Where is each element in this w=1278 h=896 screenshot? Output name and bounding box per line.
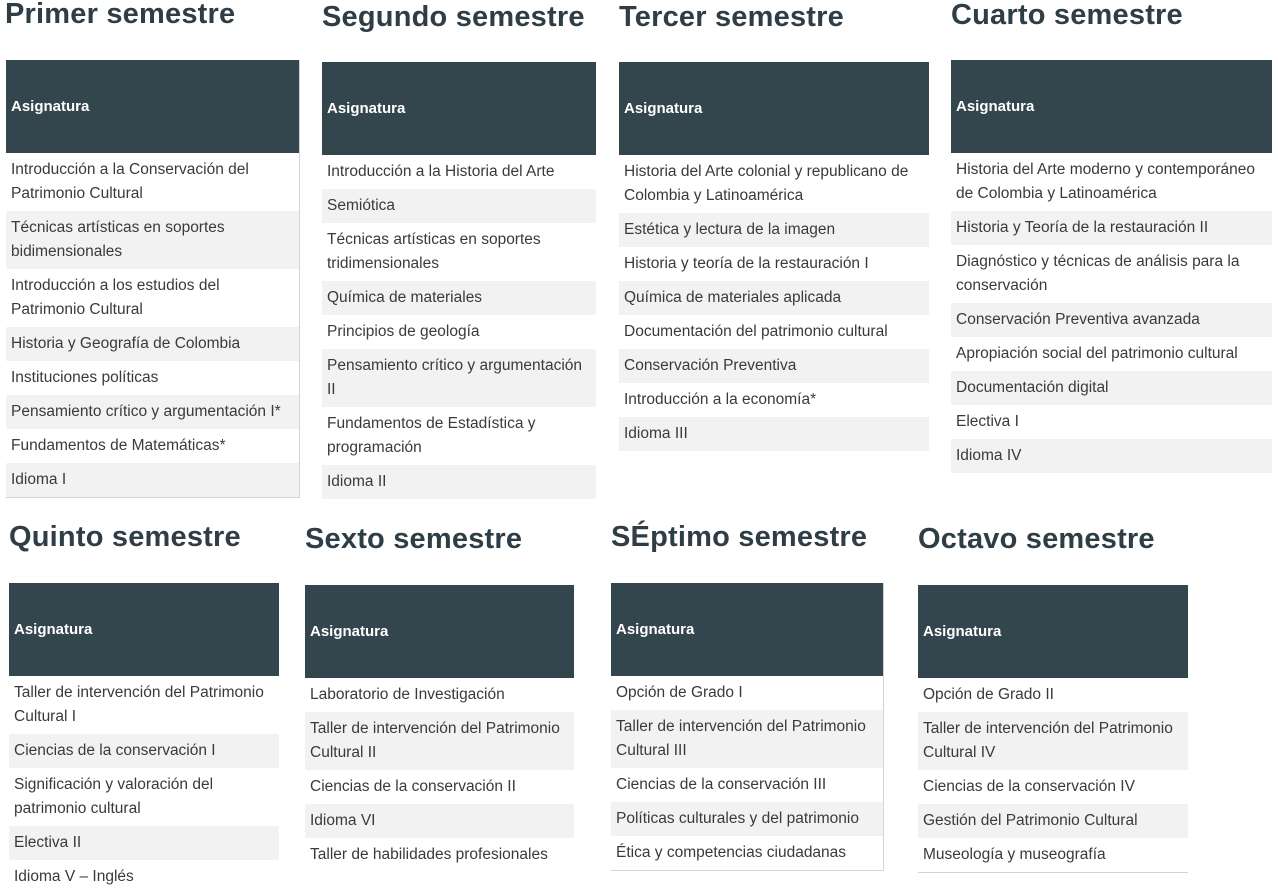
course-table <box>951 60 1272 473</box>
course-row: Técnicas artísticas en soportes bidimensionales <box>6 211 299 269</box>
semester-title: SÉptimo semestre <box>611 521 868 553</box>
semester-title: Segundo semestre <box>322 1 585 33</box>
course-row: Pensamiento crítico y argumentación II <box>322 349 596 407</box>
course-row: Idioma III <box>619 417 929 451</box>
course-row: Pensamiento crítico y argumentación I* <box>6 395 299 429</box>
course-row: Introducción a los estudios del Patrimonio Cultural <box>11 277 220 318</box>
course-row: Química de materiales aplicada <box>619 281 929 315</box>
course-row: Ciencias de la conservación IV <box>923 778 1135 795</box>
course-row: Historia del Arte colonial y republicano de Colombia y Latinoamérica <box>624 163 909 204</box>
course-table <box>6 60 300 498</box>
course-row: Semiótica <box>322 189 596 223</box>
course-row: Fundamentos de Matemáticas* <box>11 437 226 454</box>
course-row: Conservación Preventiva <box>619 349 929 383</box>
course-row: Estética y lectura de la imagen <box>619 213 929 247</box>
table-header: Asignatura <box>9 583 279 676</box>
course-row: Electiva I <box>956 413 1019 430</box>
course-row: Ciencias de la conservación II <box>310 778 516 795</box>
course-row: Museología y museografía <box>923 846 1106 863</box>
course-row: Química de materiales <box>322 281 596 315</box>
table-header: Asignatura <box>6 60 299 153</box>
course-row: Taller de intervención del Patrimonio Cultural III <box>611 710 883 768</box>
course-row: Laboratorio de Investigación <box>310 686 505 703</box>
course-row: Taller de intervención del Patrimonio Cultural II <box>305 712 574 770</box>
course-row: Ciencias de la conservación III <box>616 776 827 793</box>
course-row: Principios de geología <box>327 323 480 340</box>
semester-title: Octavo semestre <box>918 523 1155 555</box>
course-row: Introducción a la Conservación del Patrimonio Cultural <box>11 161 249 202</box>
course-table <box>619 62 929 451</box>
table-header: Asignatura <box>951 60 1272 153</box>
course-row: Ética y competencias ciudadanas <box>616 844 847 861</box>
table-header: Asignatura <box>918 585 1188 678</box>
semester-title: Quinto semestre <box>9 521 241 553</box>
course-row: Apropiación social del patrimonio cultural <box>956 345 1238 362</box>
course-table <box>305 585 574 872</box>
course-row: Historia y Geografía de Colombia <box>6 327 299 361</box>
course-row: Técnicas artísticas en soportes tridimensionales <box>327 231 541 272</box>
table-header: Asignatura <box>305 585 574 678</box>
course-row: Opción de Grado I <box>616 684 743 701</box>
table-header: Asignatura <box>619 62 929 155</box>
course-row: Ciencias de la conservación I <box>9 734 279 768</box>
course-row: Documentación digital <box>951 371 1272 405</box>
course-row: Idioma IV <box>951 439 1272 473</box>
table-header: Asignatura <box>322 62 596 155</box>
course-row: Historia y Teoría de la restauración II <box>951 211 1272 245</box>
course-row: Políticas culturales y del patrimonio <box>611 802 883 836</box>
course-row: Instituciones políticas <box>11 369 159 386</box>
course-row: Idioma VI <box>305 804 574 838</box>
course-row: Taller de intervención del Patrimonio Cultural IV <box>918 712 1188 770</box>
semester-title: Sexto semestre <box>305 523 523 555</box>
course-table <box>9 583 279 894</box>
course-row: Idioma I <box>6 463 299 497</box>
course-row: Introducción a la economía* <box>624 391 817 408</box>
table-header: Asignatura <box>611 583 883 676</box>
semester-title: Cuarto semestre <box>951 0 1183 31</box>
course-row: Conservación Preventiva avanzada <box>951 303 1272 337</box>
course-row: Gestión del Patrimonio Cultural <box>918 804 1188 838</box>
course-row: Idioma II <box>322 465 596 499</box>
course-row: Fundamentos de Estadística y programación <box>327 415 536 456</box>
course-row: Diagnóstico y técnicas de análisis para la conservación <box>956 253 1240 294</box>
course-table <box>322 62 596 499</box>
course-row: Taller de habilidades profesionales <box>310 846 548 863</box>
semester-title: Primer semestre <box>5 0 236 30</box>
course-table <box>918 585 1188 873</box>
course-row: Idioma V – Inglés <box>14 868 134 885</box>
course-row: Opción de Grado II <box>923 686 1054 703</box>
course-row: Taller de intervención del Patrimonio Cultural I <box>14 684 264 725</box>
course-row: Documentación del patrimonio cultural <box>624 323 888 340</box>
course-row: Significación y valoración del patrimonio cultural <box>14 776 214 817</box>
course-row: Electiva II <box>9 826 279 860</box>
course-row: Historia y teoría de la restauración I <box>624 255 869 272</box>
course-table <box>611 583 884 871</box>
course-row: Introducción a la Historia del Arte <box>327 163 555 180</box>
course-row: Historia del Arte moderno y contemporáneo de Colombia y Latinoamérica <box>956 161 1255 202</box>
semester-title: Tercer semestre <box>619 1 844 33</box>
